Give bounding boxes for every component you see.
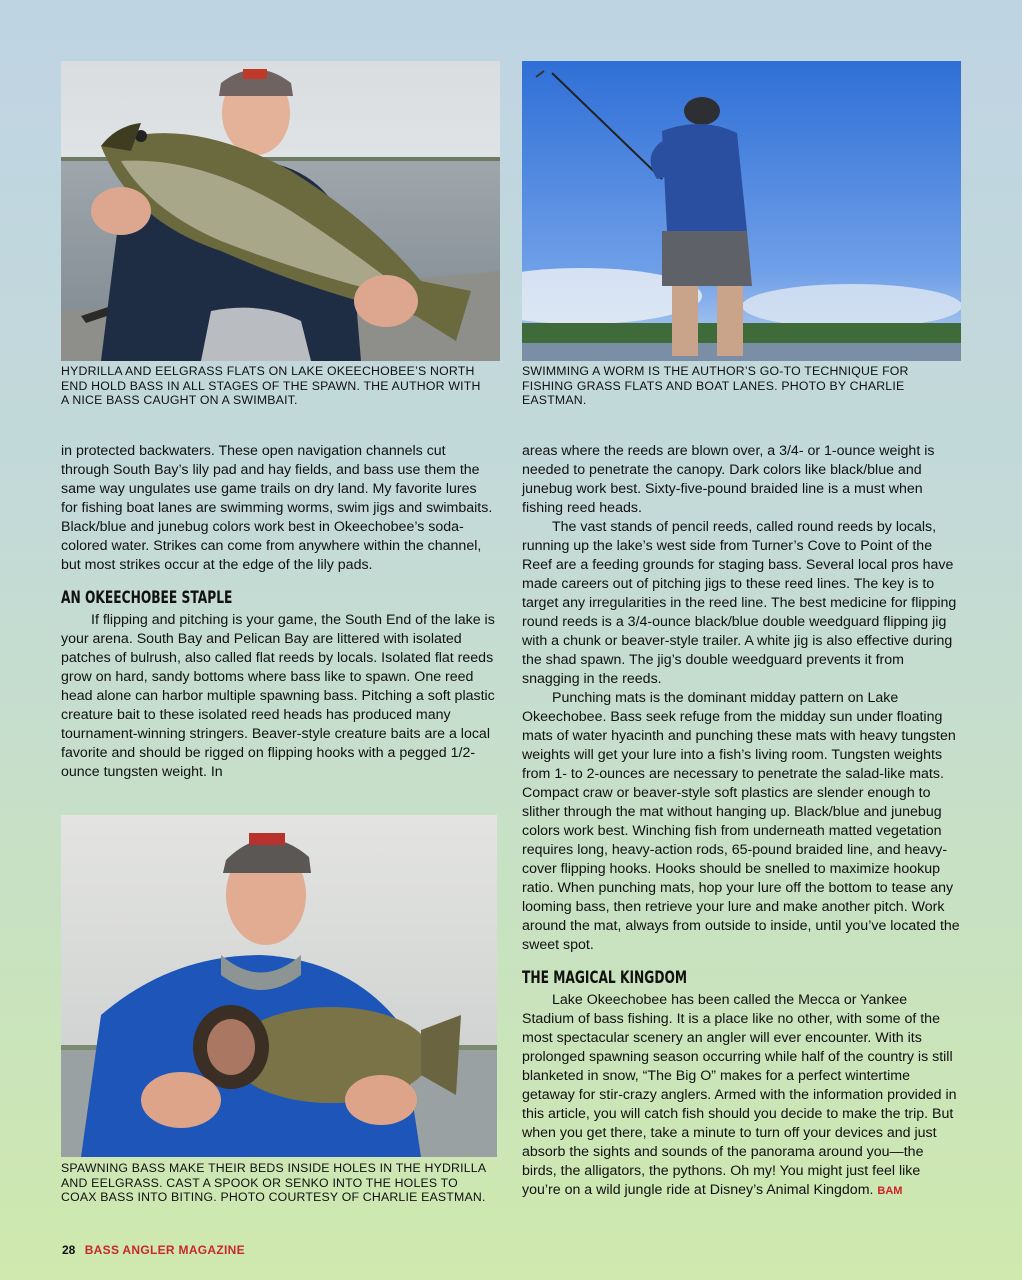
photo-angler-casting [522,61,961,361]
left-paragraph-2: If flipping and pitching is your game, the South End of the lake is your arena. South Bay and Pelican Bay are littered with isolated patches of bulrush, also called flat reeds by locals. Isolated flat reeds grow on hard, sandy bottoms where bass like to spawn. One reed head alone can harbor multiple spawning bass. Pitching a soft plastic creature bait to these isolated reed heads has produced many tournament-winning stringers. Beaver-style creature baits are a local favorite and should be rigged on flipping hooks with a pegged 1/2-ounce tungsten weight. In [61,612,495,780]
page-footer [62,1243,245,1257]
magazine-name: BASS ANGLER MAGAZINE [84,1243,245,1257]
photo-angler-spawning-bass [61,815,497,1157]
right-column [522,442,960,1201]
right-paragraph-1: areas where the reeds are blown over, a 3/4- or 1-ounce weight is needed to penetrate the canopy. Dark colors like black/blue and junebug work best. Sixty-five-pound braided line is a must when fishing reed heads. [522,443,935,516]
photo-angler-with-bass [61,61,500,361]
section-heading-magical-kingdom: THE MAGICAL KINGDOM [522,968,688,988]
section-heading-okeechobee-staple: AN OKEECHOBEE STAPLE [61,588,233,608]
caption-bottom-left: SPAWNING BASS MAKE THEIR BEDS INSIDE HOLES IN THE HYDRILLA AND EELGRASS. CAST A SPOOK OR SENKO INTO THE HOLES TO COAX BASS INTO BITING. PHOTO COURTESY OF CHARLIE EASTMAN. [61,1161,486,1204]
caption-top-left: HYDRILLA AND EELGRASS FLATS ON LAKE OKEECHOBEE’S NORTH END HOLD BASS IN ALL STAGES OF THE SPAWN. THE AUTHOR WITH A NICE BASS CAUGHT ON A SWIMBAIT. [61,364,481,407]
right-paragraph-2: The vast stands of pencil reeds, called round reeds by locals, running up the lake’s west side from Turner’s Cove to Point of the Reef are a feeding grounds for staging bass. Several local pros have made careers out of pitching jigs to these reed lines. The key is to target any irregularities in the reed line. The best medicine for flipping round reeds is a 3/4-ounce black/blue double weedguard flipping jig with a chunk or beaver-style trailer. A white jig is also effective during the shad spawn. The jig’s double weedguard prevents it from snagging in the reeds. [522,519,957,687]
left-column [61,442,497,782]
end-mark-bam: BAM [877,1185,903,1197]
page-number: 28 [62,1243,76,1257]
right-paragraph-3: Punching mats is the dominant midday pattern on Lake Okeechobee. Bass seek refuge from the midday sun under floating mats of water hyacinth and punching these mats with heavy tungsten weights will get your lure into a fish’s living room. Tungsten weights from 1- to 2-ounces are necessary to penetrate the salad-like mats. Compact craw or beaver-style soft plastics are slender enough to slither through the mat without hanging up. Black/blue and junebug colors work best. Winching fish from underneath matted vegetation requires long, heavy-action rods, 65-pound braided line, and heavy-cover flipping hooks. Hooks should be snelled to maximize hookup ratio. When punching mats, hop your lure off the bottom to tease any looming bass, then retrieve your lure and make another pitch. Work around the mat, always from outside to inside, until you’ve located the sweet spot. [522,690,960,953]
right-paragraph-4-text: Lake Okeechobee has been called the Mecca or Yankee Stadium of bass fishing. It is a place like no other, with some of the most spectacular scenery an angler will ever encounter. With its prolonged spawning season occurring while half of the country is still blanketed in snow, “The Big O” makes for a perfect wintertime getaway for stir-crazy anglers. Armed with the information provided in this article, you will catch fish should you decide to make the trip. But when you get there, take a minute to turn off your devices and just absorb the sights and sounds of the panorama around you—the birds, the alligators, the pythons. Oh my! You might just feel like you’re on a wild jungle ride at Disney’s Animal Kingdom. [522,992,957,1198]
caption-top-right: SWIMMING A WORM IS THE AUTHOR’S GO-TO TECHNIQUE FOR FISHING GRASS FLATS AND BOAT LANES. PHOTO BY CHARLIE EASTMAN. [522,364,909,407]
right-paragraph-4 [522,991,960,1201]
left-paragraph-1: in protected backwaters. These open navigation channels cut through South Bay’s lily pad and hay fields, and bass use them the same way ungulates use game trails on dry land. My favorite lures for fishing boat lanes are swimming worms, swim jigs and swimbaits. Black/blue and junebug colors work best in Okeechobee’s soda-colored water. Strikes can come from anywhere within the channel, but most strikes occur at the edge of the lily pads. [61,443,493,573]
